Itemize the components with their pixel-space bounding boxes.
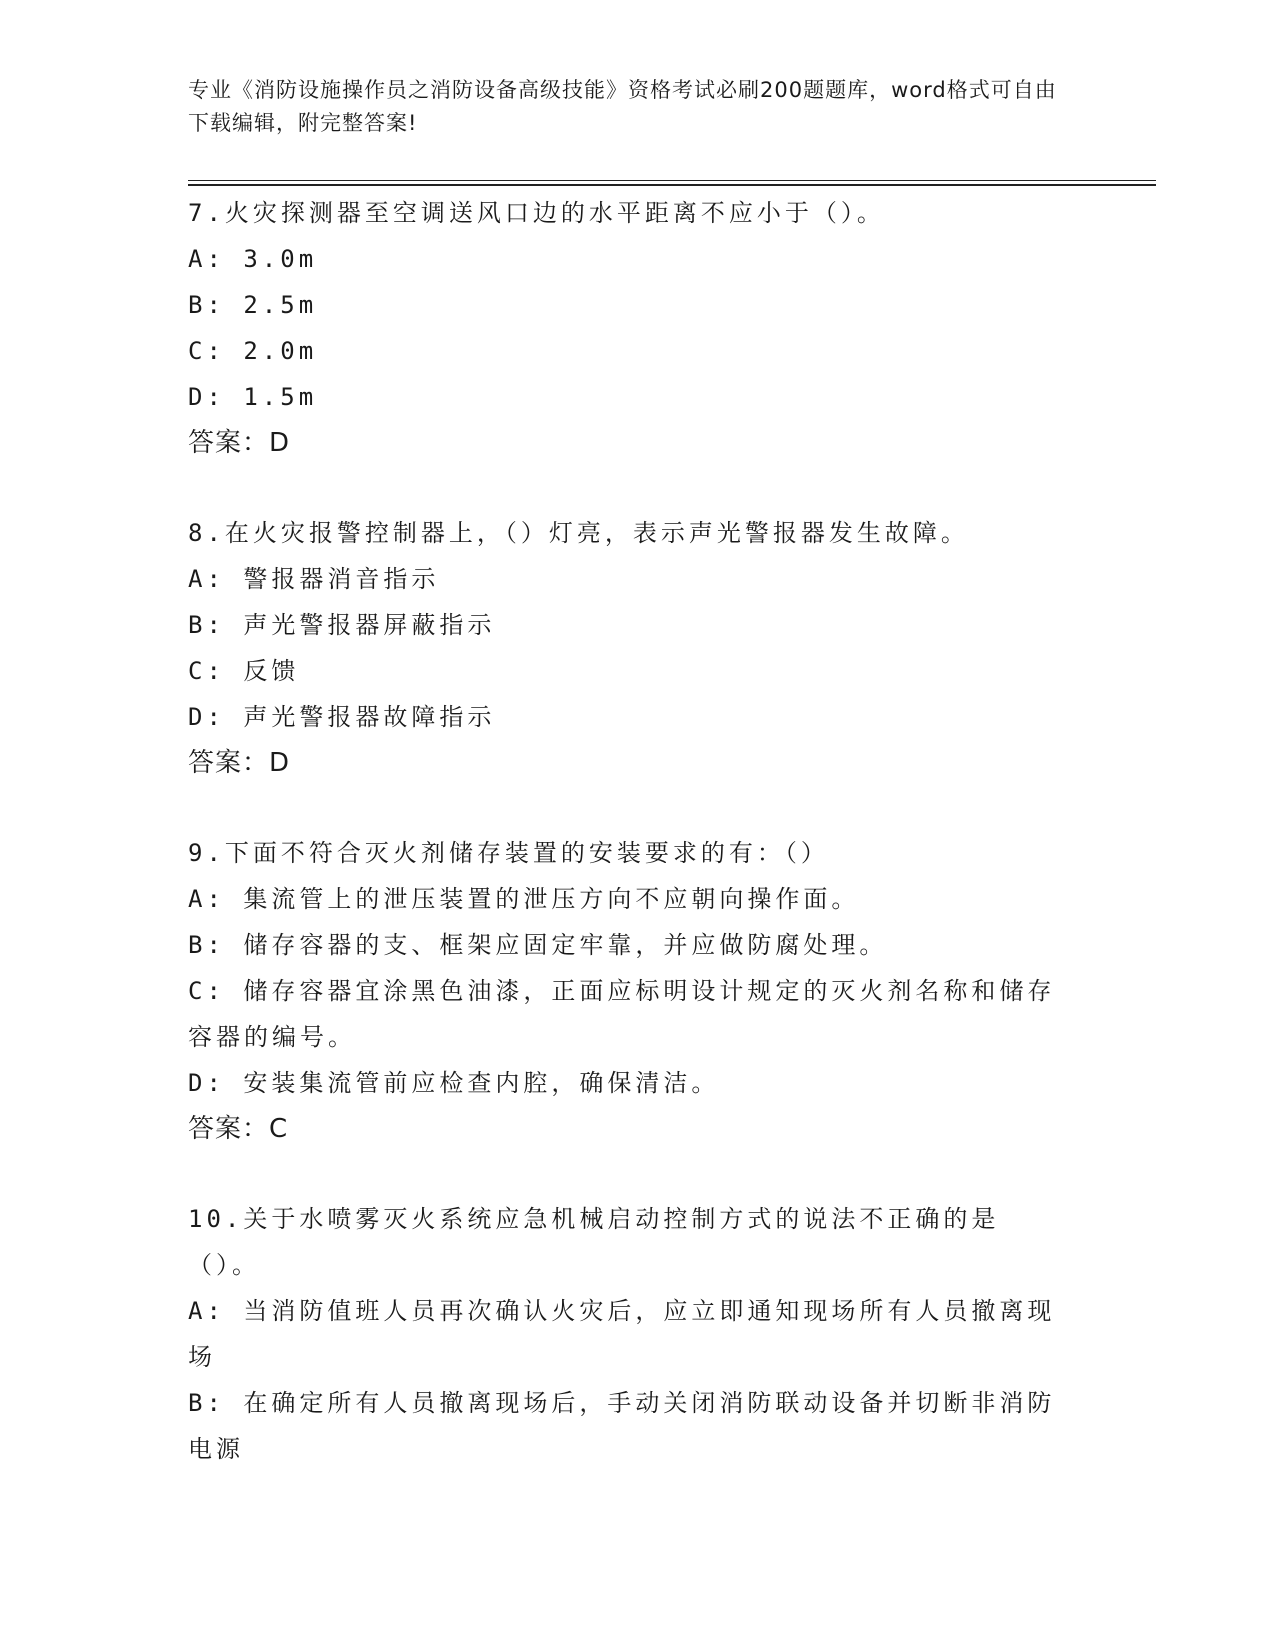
option-a: A: 当消防值班人员再次确认火灾后，应立即通知现场所有人员撤离现场 [188,1297,1056,1371]
question-8 [188,510,1068,786]
document-header: 专业《消防设施操作员之消防设备高级技能》资格考试必刷200题题库，word格式可自由下载编辑，附完整答案! [188,78,1057,135]
option-a: A: 集流管上的泄压装置的泄压方向不应朝向操作面。 [188,885,860,913]
answer-label: 答案：C [188,1114,289,1144]
option-c: C: 反馈 [188,657,300,685]
option-c: C: 储存容器宜涂黑色油漆，正面应标明设计规定的灭火剂名称和储存容器的编号。 [188,977,1056,1051]
question-9 [188,830,1068,1152]
header-divider-thick [188,184,1156,186]
question-stem: 9.下面不符合灭火剂储存装置的安装要求的有：（） [188,839,829,867]
option-a: A: 3.0m [188,245,318,273]
option-b: B: 2.5m [188,291,318,319]
option-b: B: 声光警报器屏蔽指示 [188,611,496,639]
question-stem: 10.关于水喷雾灭火系统应急机械启动控制方式的说法不正确的是（）。 [188,1205,1000,1279]
question-10 [188,1196,1068,1472]
question-list [188,190,1068,1516]
option-d: D: 安装集流管前应检查内腔，确保清洁。 [188,1069,720,1097]
option-b: B: 在确定所有人员撤离现场后，手动关闭消防联动设备并切断非消防电源 [188,1389,1056,1463]
option-c: C: 2.0m [188,337,318,365]
option-a: A: 警报器消音指示 [188,565,440,593]
answer-label: 答案：D [188,428,291,458]
option-b: B: 储存容器的支、框架应固定牢靠，并应做防腐处理。 [188,931,888,959]
question-7 [188,190,1068,466]
question-stem: 8.在火灾报警控制器上，（）灯亮，表示声光警报器发生故障。 [188,519,969,547]
question-stem: 7.火灾探测器至空调送风口边的水平距离不应小于（）。 [188,199,885,227]
option-d: D: 1.5m [188,383,318,411]
answer-label: 答案：D [188,748,291,778]
header-divider-thin [188,180,1156,181]
option-d: D: 声光警报器故障指示 [188,703,496,731]
